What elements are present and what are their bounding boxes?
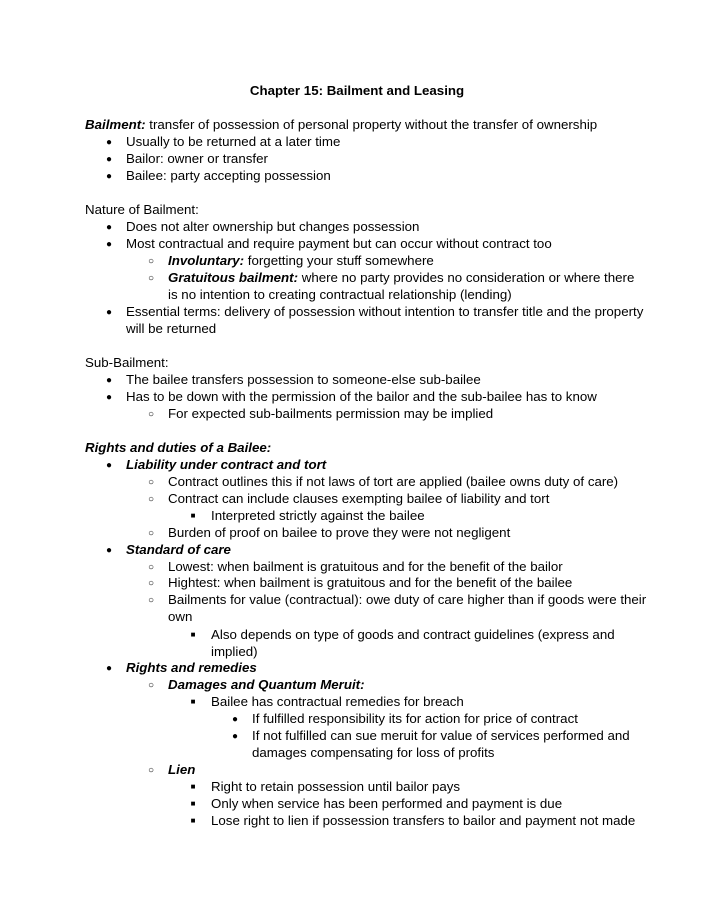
section-heading: Nature of Bailment:	[85, 202, 199, 217]
page-title: Chapter 15: Bailment and Leasing	[249, 83, 465, 98]
list-item	[168, 269, 634, 286]
subsection-heading: Standard of care	[126, 542, 231, 557]
term-text: where no party provides no consideration or where there	[298, 270, 635, 285]
list-item-continuation: will be returned	[126, 321, 217, 336]
list-item: Bailee has contractual remedies for breach	[211, 694, 464, 709]
list-item: Usually to be returned at a later time	[126, 134, 341, 149]
bullet-circle-icon	[144, 405, 158, 424]
list-item: The bailee transfers possession to someone-else sub-bailee	[126, 372, 481, 387]
bullet-circle-icon	[144, 269, 158, 288]
list-item: Contract outlines this if not laws of tort are applied (bailee owns duty of care)	[168, 474, 619, 489]
subsection-heading: Damages and Quantum Meruit:	[168, 677, 365, 692]
bullet-disc-icon	[102, 541, 116, 560]
list-item: Bailee: party accepting possession	[126, 168, 331, 183]
bullet-disc-icon	[102, 388, 116, 407]
list-item-continuation: implied)	[211, 644, 258, 659]
list-item: Contract can include clauses exempting bailee of liability and tort	[168, 491, 550, 506]
bullet-circle-icon	[144, 591, 158, 610]
list-item: Essential terms: delivery of possession without intention to transfer title and the property	[126, 304, 644, 319]
bailment-term: Bailment:	[85, 117, 146, 132]
list-item: Does not alter ownership but changes possession	[126, 219, 420, 234]
bullet-disc-icon	[102, 303, 116, 322]
bullet-disc-icon	[228, 727, 242, 746]
subsection-heading: Lien	[168, 762, 196, 777]
list-item: Lowest: when bailment is gratuitous and for the benefit of the bailor	[168, 559, 563, 574]
bullet-circle-icon	[144, 761, 158, 780]
bullet-square-icon	[186, 812, 200, 831]
bullet-square-icon	[186, 626, 200, 645]
bullet-disc-icon	[102, 456, 116, 475]
bullet-disc-icon	[102, 167, 116, 186]
term-gratuitous: Gratuitous bailment:	[168, 270, 299, 285]
section-heading: Rights and duties of a Bailee:	[85, 440, 272, 455]
section-heading: Sub-Bailment:	[85, 355, 169, 370]
list-item: Bailments for value (contractual): owe duty of care higher than if goods were their	[168, 592, 647, 607]
list-item: For expected sub-bailments permission may be implied	[168, 406, 494, 421]
list-item: Only when service has been performed and payment is due	[211, 796, 563, 811]
subsection-heading: Rights and remedies	[126, 660, 257, 675]
bailment-text: transfer of possession of personal property without the transfer of ownership	[145, 117, 598, 132]
list-item: If fulfilled responsibility its for action for price of contract	[252, 711, 578, 726]
list-item	[168, 252, 434, 269]
bailment-definition	[85, 116, 597, 133]
subsection-heading: Liability under contract and tort	[126, 457, 327, 472]
bullet-circle-icon	[144, 676, 158, 695]
list-item-continuation: damages compensating for loss of profits	[252, 745, 495, 760]
list-item: Most contractual and require payment but can occur without contract too	[126, 236, 552, 251]
list-item: Hightest: when bailment is gratuitous and for the benefit of the bailee	[168, 575, 573, 590]
list-item: Also depends on type of goods and contract guidelines (express and	[211, 627, 615, 642]
term-text: forgetting your stuff somewhere	[244, 253, 434, 268]
list-item: Right to retain possession until bailor pays	[211, 779, 461, 794]
list-item: If not fulfilled can sue meruit for value of services performed and	[252, 728, 630, 743]
list-item-continuation: is no intention to creating contractual relationship (lending)	[168, 287, 512, 302]
list-item: Bailor: owner or transfer	[126, 151, 268, 166]
bullet-square-icon	[186, 693, 200, 712]
list-item: Burden of proof on bailee to prove they were not negligent	[168, 525, 511, 540]
bullet-disc-icon	[102, 659, 116, 678]
term-involuntary: Involuntary:	[168, 253, 245, 268]
bullet-disc-icon	[102, 235, 116, 254]
list-item-continuation: own	[168, 609, 193, 624]
list-item: Has to be down with the permission of the bailor and the sub-bailee has to know	[126, 389, 597, 404]
bullet-circle-icon	[144, 490, 158, 509]
list-item: Lose right to lien if possession transfers to bailor and payment not made	[211, 813, 636, 828]
list-item: Interpreted strictly against the bailee	[211, 508, 425, 523]
